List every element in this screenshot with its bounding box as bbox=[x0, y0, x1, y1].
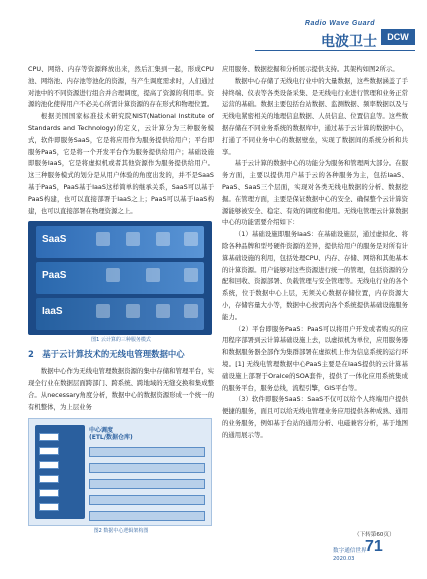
server-icon bbox=[156, 304, 170, 318]
app-icon bbox=[156, 232, 170, 246]
iaas-layer bbox=[36, 298, 204, 330]
service-bar bbox=[89, 447, 205, 457]
paragraph: 应用服务、数据挖掘和分析展示提供支持。其架构如图2所示。 bbox=[222, 65, 399, 73]
node-box bbox=[39, 433, 59, 441]
node-box bbox=[39, 447, 59, 455]
node-box bbox=[39, 489, 59, 497]
figure2-caption: 图2 数据中心逻辑架构图 bbox=[93, 527, 149, 534]
continued-note: （下转第60页） bbox=[354, 532, 395, 538]
paragraph: 数据中心存储了无线电行业中的大量数据，这些数据涵盖了手持终端、仪表等各类设备采集、是无线电行业进行管理和业务正常运营的基础。数据主要包括台站数据、监测数据、频率数据以及与无线电紧密相关的地理信息数据、人员信息、位置信息等。这些数据存储在不同业务系统的数据库中，通过基于云计算的数据中心，打通了不同业务中心的数据壁垒，实现了数据间的系统分析和共享。 bbox=[222, 76, 408, 156]
saas-layer bbox=[36, 226, 204, 258]
column-title-cn: 电波卫士 bbox=[321, 34, 377, 50]
paragraph: （1）基础设施即服务IaaS：在基础设施层，通过虚拟化、将除各种品牌和型号硬件资源的差异，提供给用户的服务是对所有计算基础设施的利用，包括处理CPU、内存、存储、网络和其他基本的计算资源。用户能够对这些资源进行统一的管理，包括资源的分配和回收、资源部署、负载管理与安全管理等。无线电行业的各个系统，位于数据中心上层，无须关心数据存储位置，内存资源大小，存储容量大小等，数据中心按需向各个系统提供基础设施服务能力。 bbox=[222, 230, 408, 321]
data-center-architecture-figure bbox=[28, 418, 212, 526]
app-icon bbox=[184, 232, 198, 246]
paragraph: （3）软件即服务SaaS：SaaS不仅可以给个人终端用户提供便捷的服务，面且可以给无线电管理业务应用提供各种成熟、通用的业务服务，例如基于台站的通用分析、电磁兼容分析，基于地图的通用展示等。 bbox=[222, 395, 408, 439]
header-divider bbox=[255, 50, 415, 51]
page-number: 71 bbox=[365, 538, 383, 555]
magazine-logo: DCW bbox=[381, 29, 415, 45]
server-icon bbox=[184, 304, 198, 318]
platform-icon bbox=[146, 268, 160, 282]
service-bar bbox=[89, 495, 205, 505]
app-icon bbox=[96, 232, 110, 246]
service-bar bbox=[89, 511, 205, 521]
server-icon bbox=[96, 304, 110, 318]
cloud-service-models-figure bbox=[28, 221, 212, 335]
app-icon bbox=[126, 232, 140, 246]
figure1-caption: 图1 云计算的三种服务模式 bbox=[91, 337, 151, 344]
paragraph: （2）平台即服务PaaS：PaaS可以将用户开发或者购买的应用程序部署到云计算基础设施上去，以虚拟机为单位，应用服务器和数据服务器全部作为集群部署在虚拟机上作为信息系统的运行环境。[1] 无线电管理数据中心PaaS主要是在IaaS提供的云计算基础设施上部署于Oralce的SOA套件，提供了一体化应用系统集成的服务平台，服务总线，流程引擎，GIS平台等。 bbox=[222, 324, 408, 392]
service-bar bbox=[89, 463, 205, 473]
paragraph: 根据美国国家标准技术研究院NIST(National Institute of Standards and Technology)的定义，云计算分为三种服务模式，软件即服务SaaS，它是将应用作为服务提供给用户；平台即服务PaaS，它是将一个开发平台作为服务提供给用户；基础设施即服务IaaS，它是将虚拟机或者其他资源作为服务提供给用户。这三种服务模式的划分是从用户体验的角度出发的，并不是SaaS基于PaaS，PaaS基于IaaS这样简单的继承关系，SaaS可以基于PaaS构建，也可以直接部署于IaaS之上；PaaS可以基于IaaS构建，也可以直接部署在物理资源之上。 bbox=[28, 112, 214, 215]
platform-icon bbox=[106, 268, 120, 282]
server-icon bbox=[126, 304, 140, 318]
page-header bbox=[255, 20, 415, 54]
paragraph: CPU、网络、内存等资源释放出来，然后汇集到一起，形成CPU池、网络池、内存池等池化的资源，当产生调度需求时，人们通过对池中的不同资源进行组合并合理调度，提高了资源的利用率。资源的池化使得用户不必关心所需计算资源的存在形式和物理位置。 bbox=[28, 65, 214, 109]
left-column bbox=[28, 64, 214, 540]
publication-name: 数字通信世界 bbox=[333, 548, 367, 554]
node-box bbox=[39, 503, 59, 511]
paragraph: 数据中心作为无线电管理数据资源的集中存储和管理平台，实现全行业在数据层面跨部门、跨系统、跨地域的无缝交换和集成整合。从necessary角度分析，数据中心的数据资源形成一个统一的有机整体，为上层业务 bbox=[28, 367, 214, 411]
section-title: 2 基于云计算技术的无线电管理数据中心 bbox=[28, 349, 185, 360]
service-bar bbox=[89, 479, 205, 489]
saas-label: SaaS bbox=[42, 234, 67, 246]
node-box bbox=[39, 475, 59, 483]
iaas-label: IaaS bbox=[42, 306, 63, 318]
column-title-en: Radio Wave Guard bbox=[304, 20, 375, 27]
center-dispatch-label: 中心调度 (ETL/数据仓库) bbox=[89, 426, 133, 441]
paragraph: 基于云计算的数据中心的功能分为服务和管理两大部分。在服务方面，主要以提供用户基于云的各种服务为主，包括IaaS、PaaS、SaaS三个层面，实现对各类无线电数据的分析、数据挖掘。在管理方面，主要是保证数据中心的安全、确保整个云计算资源能够被安全、稳定、有效的调度和使用。无线电管理云计算数据中心的功能需要介绍如下： bbox=[222, 159, 408, 227]
paas-layer bbox=[36, 262, 204, 294]
platform-icon bbox=[184, 268, 198, 282]
issue-date: 2020.03 bbox=[333, 556, 355, 562]
right-column bbox=[222, 64, 408, 442]
node-box bbox=[39, 461, 59, 469]
paas-label: PaaS bbox=[42, 270, 67, 282]
